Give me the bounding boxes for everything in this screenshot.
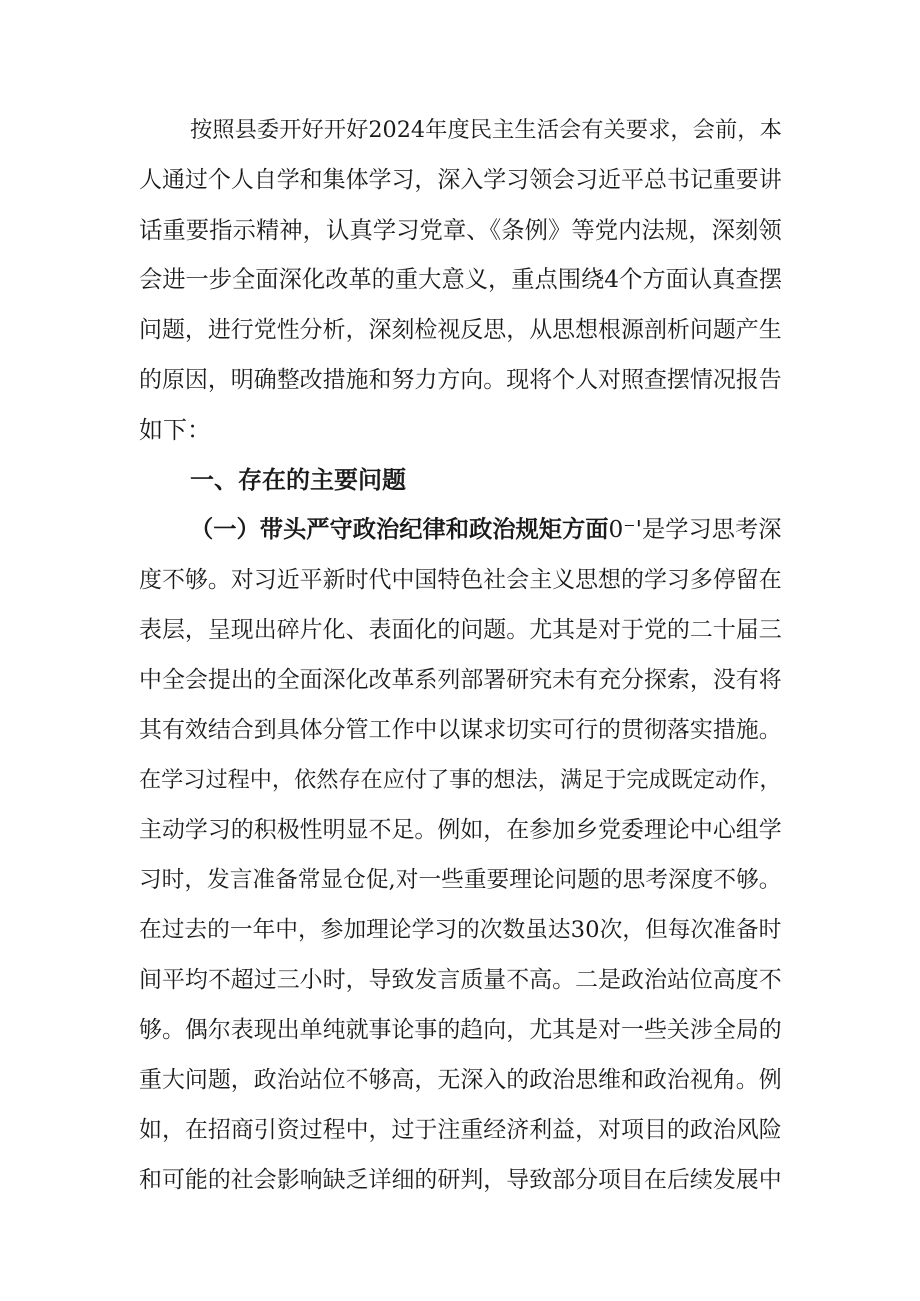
subsection-tail: 是学习思考深: [641, 516, 782, 543]
body-line-4: 其有效结合到具体分管工作中以谋求切实可行的贯彻落实措施。: [139, 717, 782, 743]
body-line-13: 和可能的社会影响缺乏详细的研判，导致部分项目在后续发展中: [139, 1167, 782, 1193]
body-line-2: 表层，呈现出碎片化、表面化的问题。尤其是对于党的二十届三: [139, 617, 782, 643]
body-line-12: 如，在招商引资过程中，过于注重经济利益，对项目的政治风险: [139, 1117, 782, 1143]
section-heading: 一、存在的主要问题: [190, 465, 406, 494]
body-line-5: 在学习过程中，依然存在应付了事的想法，满足于完成既定动作，: [139, 767, 782, 793]
intro-line-3: 话重要指示精神，认真学习党章、《条例》等党内法规，深刻领: [139, 216, 782, 244]
intro-line-1: 按照县委开好开好2024年度民主生活会有关要求，会前，本: [190, 117, 782, 143]
intro-line-7: 如下：: [139, 416, 211, 444]
body-line-6: 主动学习的积极性明显不足。例如，在参加乡党委理论中心组学: [139, 817, 782, 843]
intro-line-6: 的原因，明确整改措施和努力方向。现将个人对照查摆情况报告: [139, 367, 782, 393]
subsection-line: [190, 514, 782, 546]
body-line-11: 重大问题，政治站位不够高，无深入的政治思维和政治视角。例: [139, 1067, 782, 1093]
body-line-1: 度不够。对习近平新时代中国特色社会主义思想的学习多停留在: [139, 567, 782, 593]
subsection-marker: 0⁻': [608, 516, 642, 543]
body-line-3: 中全会提出的全面深化改革系列部署研究未有充分探索，没有将: [139, 667, 782, 693]
subsection-heading: （一）带头严守政治纪律和政治规矩方面: [190, 516, 609, 543]
intro-line-4: 会进一步全面深化改革的重大意义，重点围绕4个方面认真查摆: [139, 266, 782, 293]
body-line-9: 间平均不超过三小时，导致发言质量不高。二是政治站位高度不: [139, 967, 782, 993]
intro-line-2: 人通过个人自学和集体学习，深入学习领会习近平总书记重要讲: [139, 167, 782, 193]
body-line-7: 习时，发言准备常显仓促,对一些重要理论问题的思考深度不够。: [139, 867, 782, 893]
body-line-8: 在过去的一年中，参加理论学习的次数虽达30次，但每次准备时: [139, 917, 782, 943]
body-line-10: 够。偶尔表现出单纯就事论事的趋向，尤其是对一些关涉全局的: [139, 1017, 782, 1043]
intro-line-5: 问题，进行党性分析，深刻检视反思，从思想根源剖析问题产生: [139, 317, 782, 343]
